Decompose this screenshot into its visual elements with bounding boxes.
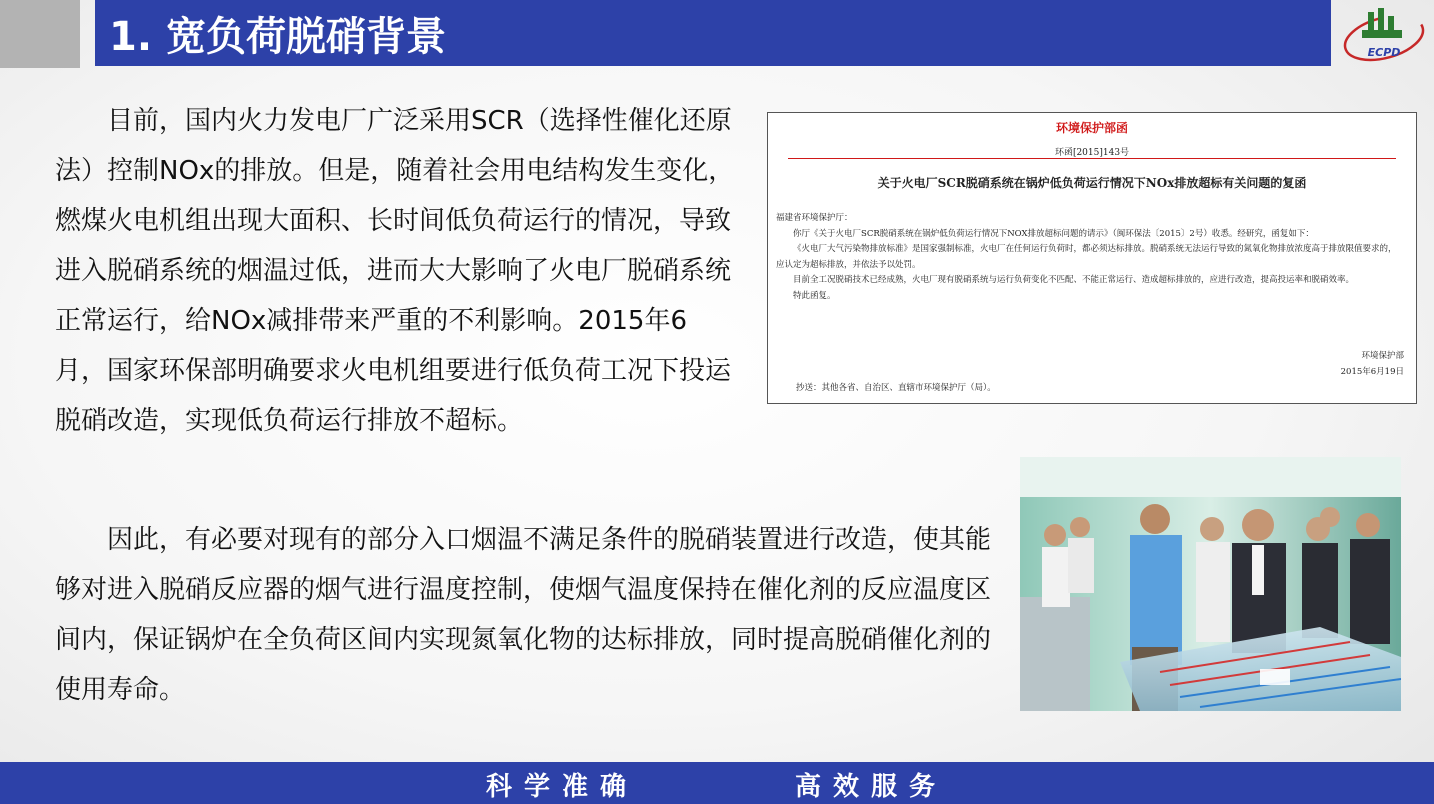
- header-accent-block: [0, 0, 80, 68]
- company-logo: [1338, 4, 1430, 64]
- letter-cc: 抄送：其他各省、自治区、直辖市环境保护厅（局）。: [796, 383, 996, 393]
- footer-slogan-left: 科学准确: [486, 772, 639, 802]
- letter-number: 环函[2015]143号: [1054, 148, 1130, 158]
- letter-closing: 特此函复。: [793, 290, 836, 301]
- letter-signer: 环境保护部: [1361, 351, 1404, 361]
- footer-bar: [0, 762, 1434, 804]
- footer-slogan-right: 高效服务: [795, 772, 948, 802]
- letter-subject: 关于火电厂SCR脱硝系统在锅炉低负荷运行情况下NOx排放超标有关问题的复函: [877, 176, 1307, 190]
- letter-body: [776, 211, 1404, 304]
- letter-signature: [1341, 349, 1404, 380]
- logo-text: ECPD: [1367, 46, 1401, 59]
- conclusion-paragraph: 因此，有必要对现有的部分入口烟温不满足条件的脱硝装置进行改造，使其能够对进入脱硝反应器的烟气进行温度控制，使烟气温度保持在催化剂的反应温度区间内，保证锅炉在全负荷区间内实现氮氧化物的达标排放，同时提高脱硝催化剂的使用寿命。: [55, 525, 992, 705]
- exhibition-photo: [1020, 457, 1401, 711]
- letter-addressee: 福建省环境保护厅：: [776, 213, 853, 223]
- letter-line: 你厅《关于火电厂SCR脱硝系统在锅炉低负荷运行情况下NOX排放超标问题的请示》（闽环保法〔2015〕2号）收悉。经研究，函复如下：: [793, 228, 1314, 239]
- official-letter-image: [767, 112, 1417, 404]
- title-bar: [95, 0, 1331, 66]
- page-title: 1. 宽负荷脱硝背景: [109, 13, 446, 60]
- letter-red-rule: [788, 158, 1396, 159]
- intro-paragraph: 目前，国内火力发电厂广泛采用SCR（选择性催化还原法）控制NOx的排放。但是，随着社会用电结构发生变化，燃煤火电机组出现大面积、长时间低负荷运行的情况，导致进入脱硝系统的烟温过低，进而大大影响了火电厂脱硝系统正常运行，给NOx减排带来严重的不利影响。2015年6月，国家环保部明确要求火电机组要进行低负荷工况下投运脱硝改造，实现低负荷运行排放不超标。: [55, 106, 735, 436]
- letter-line: 目前全工况脱硝技术已经成熟，火电厂现有脱硝系统与运行负荷变化不匹配、不能正常运行、造成超标排放的，应进行改造，提高投运率和脱硝效率。: [793, 275, 1355, 285]
- letter-line: 《火电厂大气污染物排放标准》是国家强制标准，火电厂在任何运行负荷时，都必须达标排放。脱硝系统无法运行导致的氮氧化物排放浓度高于排放限值要求的，应认定为超标排放，并依法予以处罚。: [776, 244, 1397, 270]
- letter-date: 2015年6月19日: [1340, 366, 1404, 377]
- letter-issuer: 环境保护部函: [1055, 121, 1128, 135]
